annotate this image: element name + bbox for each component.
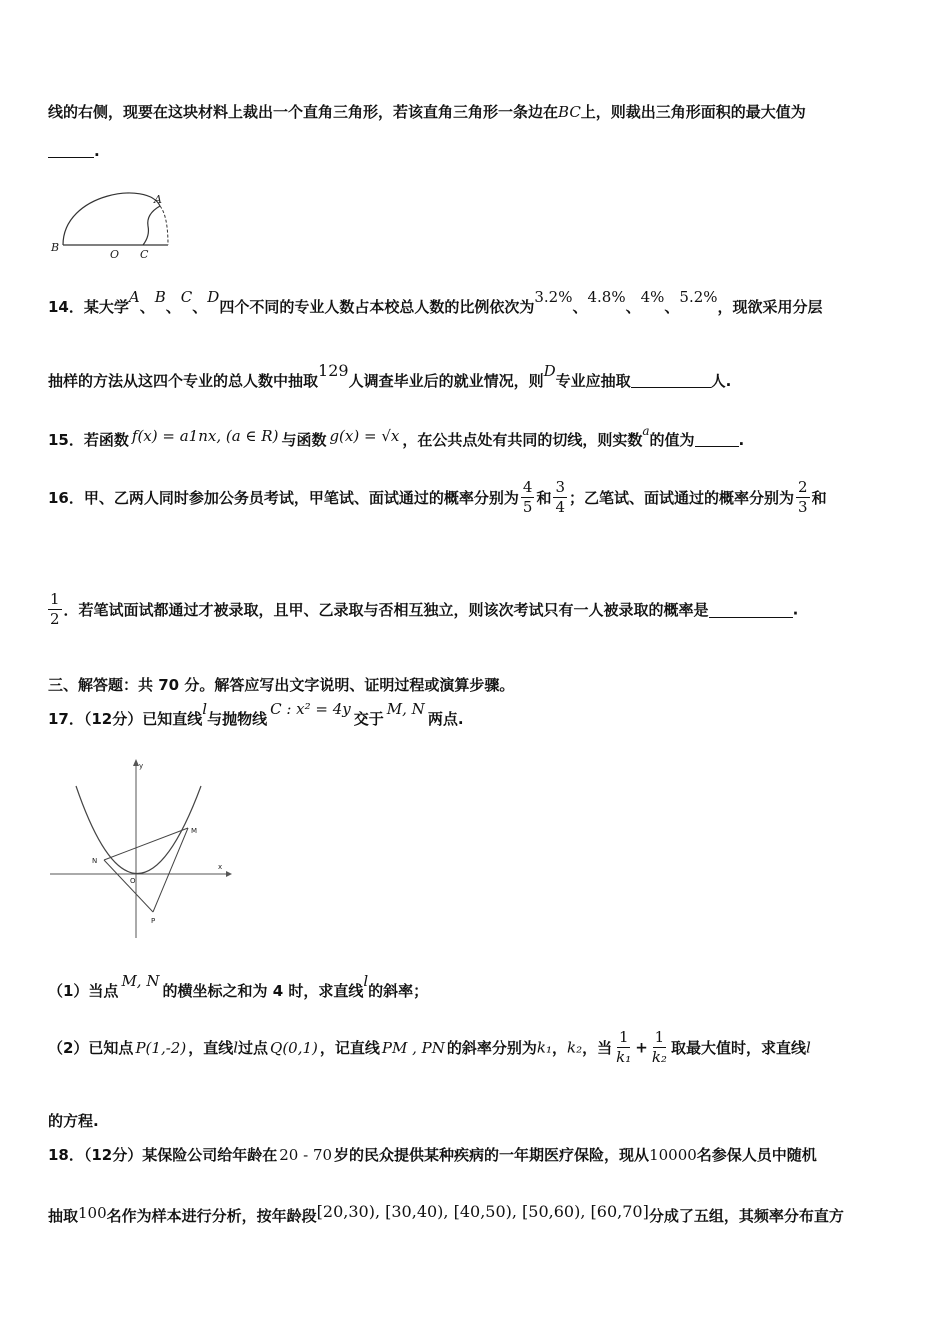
q17-p2-l2: l <box>805 1038 811 1057</box>
answer-blank <box>631 372 711 388</box>
q14-text5: 人调查毕业后的就业情况，则 <box>348 372 544 390</box>
dashed-arc <box>160 206 168 245</box>
sep: 、 <box>139 298 155 316</box>
fraction-numerator: 4 <box>522 478 533 496</box>
label-A: A <box>154 193 162 206</box>
q18-total: 10000 <box>649 1146 697 1164</box>
fraction-4-5 <box>521 478 535 517</box>
line-NP <box>104 860 153 912</box>
q16-text2: ；乙笔试、面试通过的概率分别为 <box>569 489 795 507</box>
q15-f: f(x) = a1nx, (a ∈ R) <box>131 427 279 445</box>
q18-intervals: [20,30), [30,40), [40,50), [50,60), [60,70] <box>316 1202 649 1221</box>
label-O: O <box>110 248 120 260</box>
q14-b: B <box>154 288 166 306</box>
section3-heading: 三、解答题：共 70 分。解答应写出文字说明、证明过程或演算步骤。 <box>48 676 515 694</box>
q17-p1-label: （1）当点 <box>48 982 119 1000</box>
fraction-1-k1 <box>614 1028 633 1067</box>
q18-score: （12分） <box>83 1146 143 1164</box>
fraction-denominator: 3 <box>798 498 808 516</box>
q17-p2-P: P(1,-2) <box>135 1038 187 1057</box>
q18-sample: 100 <box>78 1204 107 1222</box>
q17-p1-text: 的横坐标之和为 4 时，求直线 <box>162 982 364 1000</box>
x-axis-arrow <box>226 871 232 877</box>
q18-text4: 抽取 <box>48 1207 79 1225</box>
sep: 、 <box>572 298 588 316</box>
q17-k2: k₂ <box>567 1038 583 1057</box>
q17-mn: M, N <box>386 700 425 718</box>
q17-p2-l: l <box>233 1038 239 1057</box>
q15-g: g(x) = √x <box>329 427 400 445</box>
label-y: y <box>139 762 144 770</box>
q13-bc: BC <box>558 103 581 121</box>
q18-text3: 名参保人员中随机 <box>696 1146 817 1164</box>
q15-text4: 的值为 <box>649 431 695 449</box>
q13-line1 <box>48 101 806 122</box>
q17-p1-mn: M, N <box>121 972 160 990</box>
line-NM <box>104 828 188 860</box>
q18-number: 18． <box>48 1146 84 1164</box>
q13-text-b: 上，则裁出三角形面积的最大值为 <box>580 103 806 121</box>
q14-p3: 4% <box>640 288 665 306</box>
q17-curve: C : x² = 4y <box>270 700 351 718</box>
q14-d: D <box>207 288 220 306</box>
q18-text2: 岁的民众提供某种疾病的一年期医疗保险，现从 <box>334 1146 650 1164</box>
label-x: x <box>218 863 223 871</box>
parabola-figure <box>46 756 236 946</box>
q15-text2: 与函数 <box>281 431 327 449</box>
q17-p1-end: 的斜率； <box>368 982 429 1000</box>
q17-text2: 与抛物线 <box>207 710 268 728</box>
q16-and: 和 <box>536 489 552 507</box>
fraction-denominator: 2 <box>50 610 60 628</box>
q16-number: 16． <box>48 489 84 507</box>
q17-p2-text4: 的斜率分别为 <box>446 1039 537 1057</box>
q17-p2-text2: 过点 <box>238 1039 269 1057</box>
sep: 、 <box>192 298 208 316</box>
q15-text1: 若函数 <box>83 431 129 449</box>
fraction-3-4 <box>553 478 567 517</box>
q16-text1: 甲、乙两人同时参加公务员考试，甲笔试、面试通过的概率分别为 <box>83 489 519 507</box>
q17-line1 <box>48 700 464 729</box>
q14-p1: 3.2% <box>534 288 573 306</box>
q15-end: . <box>738 431 745 449</box>
fraction-denominator: 5 <box>522 498 533 516</box>
q17-l: l <box>202 700 208 718</box>
answer-blank <box>695 431 739 447</box>
q18-text5: 名作为样本进行分析，按年龄段 <box>106 1207 317 1225</box>
answer-blank <box>48 142 94 158</box>
fraction-1-k2 <box>650 1028 669 1067</box>
q14-d2: D <box>543 362 556 380</box>
q17-p1-l: l <box>363 972 369 990</box>
q17-p2-text6: 取最大值时，求直线 <box>670 1039 806 1057</box>
q17-part2-end: 的方程. <box>48 1112 99 1130</box>
q14-text4: 抽样的方法从这四个专业的总人数中抽取 <box>48 372 319 390</box>
q16-text3: ．若笔试面试都通过才被录取，且甲、乙录取与否相互独立，则该次考试只有一人被录取的概率是 <box>63 601 709 619</box>
q18-text6: 分成了五组，其频率分布直方 <box>648 1207 844 1225</box>
q17-text1: 已知直线 <box>142 710 203 728</box>
sep: 、 <box>625 298 641 316</box>
q14-text7: 人. <box>710 372 732 390</box>
q16-end: . <box>792 600 799 619</box>
q17-p2-pmpn: PM , PN <box>381 1038 445 1057</box>
q18-range: 20 - 70 <box>279 1146 333 1164</box>
q14-a: A <box>128 288 140 306</box>
q14-p2: 4.8% <box>587 288 626 306</box>
q18-line2 <box>48 1202 844 1226</box>
q14-line2 <box>48 361 732 391</box>
q17-score: （12分） <box>83 710 143 728</box>
fraction-numerator: 1 <box>50 590 60 608</box>
q17-part1 <box>48 972 429 1001</box>
fraction-numerator: 1 <box>654 1028 665 1046</box>
q17-p2-label: （2）已知点 <box>48 1039 134 1057</box>
q13-text: 线的右侧，现要在这块材料上裁出一个直角三角形，若该直角三角形一条边在 <box>48 103 559 121</box>
q14-p4: 5.2% <box>679 288 718 306</box>
q17-p2-text3: ，记直线 <box>319 1039 380 1057</box>
q13-end: . <box>94 142 100 160</box>
q14-n: 129 <box>318 361 349 380</box>
q13-answer-line <box>48 142 100 160</box>
semicircle-arc <box>63 193 160 245</box>
semicircle-figure <box>48 188 178 260</box>
q17-text4: 两点. <box>427 710 464 728</box>
q15-text3: ，在公共点处有共同的切线，则实数 <box>402 431 643 449</box>
q14-text2: 四个不同的专业人数占本校总人数的比例依次为 <box>219 298 535 316</box>
label-N: N <box>92 857 98 865</box>
q16-and2: 和 <box>811 489 827 507</box>
q18-text1: 某保险公司给年龄在 <box>142 1146 278 1164</box>
q17-p2-text1: ，直线 <box>188 1039 234 1057</box>
q14-c: C <box>180 288 193 306</box>
fraction-denominator: 4 <box>555 498 565 516</box>
q16-line1 <box>48 478 827 517</box>
label-C: C <box>140 248 149 260</box>
curve-segment <box>143 206 160 245</box>
q17-k1: k₁ <box>536 1038 553 1057</box>
q17-number: 17． <box>48 710 84 728</box>
q14-text1: 某大学 <box>83 298 129 316</box>
q17-plus: + <box>635 1038 648 1057</box>
q17-part2 <box>48 1028 811 1067</box>
answer-blank <box>709 602 793 618</box>
sep: 、 <box>165 298 181 316</box>
fraction-denominator: k₁ <box>616 1048 632 1066</box>
q14-text3: ，现欲采用分层 <box>717 298 823 316</box>
q18-line1 <box>48 1144 817 1165</box>
fraction-1-2 <box>48 590 62 629</box>
q17-text3: 交于 <box>353 710 384 728</box>
fraction-numerator: 1 <box>618 1028 629 1046</box>
q15-a: a <box>642 424 650 438</box>
label-O: O <box>130 877 136 885</box>
q15-line <box>48 424 745 450</box>
line-PM <box>153 828 188 912</box>
q16-line2 <box>48 590 798 629</box>
label-M: M <box>191 827 198 835</box>
q14-text6: 专业应抽取 <box>555 372 631 390</box>
q14-line1 <box>48 288 823 317</box>
fraction-numerator: 2 <box>798 478 808 496</box>
q17-comma: ， <box>552 1039 568 1057</box>
fraction-denominator: k₂ <box>651 1048 667 1066</box>
fraction-numerator: 3 <box>555 478 565 496</box>
q14-number: 14． <box>48 298 84 316</box>
q17-p2-Q: Q(0,1) <box>270 1038 318 1057</box>
q15-number: 15． <box>48 431 84 449</box>
label-P: P <box>151 917 156 925</box>
q17-p2-text5: ，当 <box>582 1039 613 1057</box>
sep: 、 <box>664 298 680 316</box>
fraction-2-3 <box>796 478 810 517</box>
label-B: B <box>51 241 60 254</box>
